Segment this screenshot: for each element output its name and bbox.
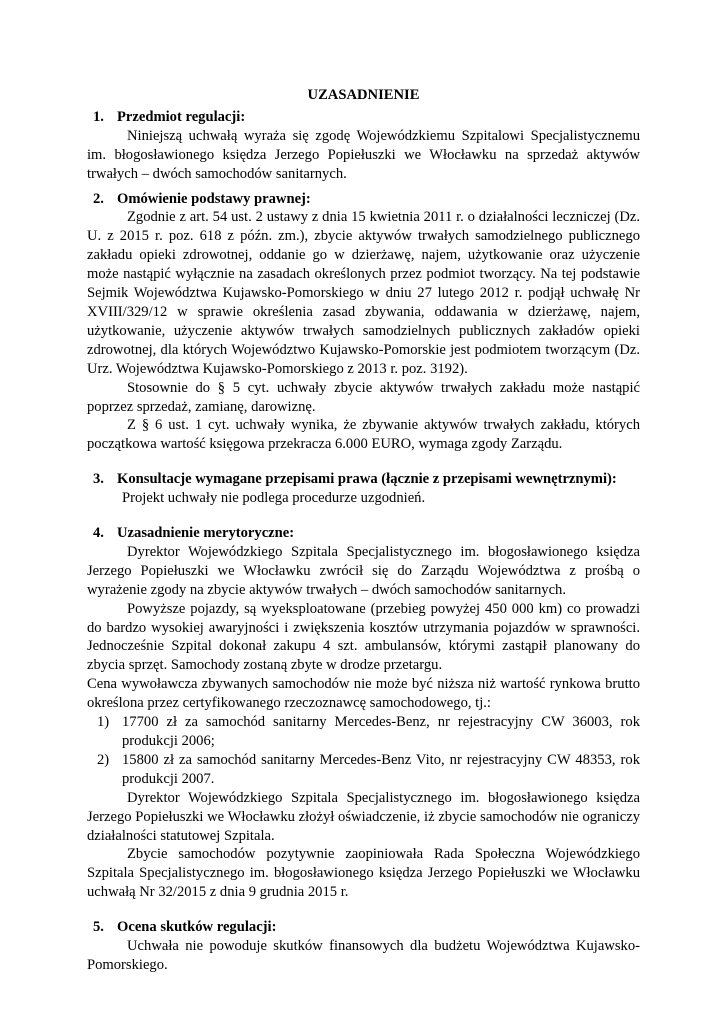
section-title: Przedmiot regulacji: xyxy=(117,108,246,125)
list-number: 1) xyxy=(97,714,110,731)
section-heading-4 xyxy=(87,524,640,543)
list-item-text: 17700 zł za samochód sanitarny Mercedes-Benz, nr rejestracyjny CW 36003, rok produkcji 2006; xyxy=(122,714,640,749)
paragraph: Zgodnie z art. 54 ust. 2 ustawy z dnia 15 kwietnia 2011 r. o działalności leczniczej (Dz. U. z 2015 r. poz. 618 z późn. zm.), zbycie aktywów trwałych samodzielnego publicznego zakładu opieki zdrowotnej, oddanie go w dzierżawę, najem, użytkowanie oraz użyczenie może nastąpić wyłącznie na zasadach określonych przez podmiot tworzący. Na tej podstawie Sejmik Województwa Kujawsko-Pomorskiego w dniu 27 lutego 2012 r. podjął uchwałę Nr XVIII/329/12 w sprawie określenia zasad zbywania, oddawania w dzierżawę, najem, użytkowanie, użyczenie aktywów trwałych samodzielnych publicznych zakładów opieki zdrowotnej, dla których Województwo Kujawsko-Pomorskie jest podmiotem tworzącym (Dz. Urz. Województwa Kujawsko-Pomorskiego z 2013 r. poz. 3192). xyxy=(87,209,640,377)
section-number: 4. xyxy=(93,525,104,542)
document-title: UZASADNIENIE xyxy=(307,87,420,103)
paragraph: Stosownie do § 5 cyt. uchwały zbycie aktywów trwałych zakładu może nastąpić poprzez sprzedaż, zamianę, darowiznę. xyxy=(87,379,640,415)
section-heading-5 xyxy=(87,918,640,937)
section-number: 5. xyxy=(93,919,104,936)
section-number: 1. xyxy=(93,108,104,125)
section-title: Omówienie podstawy prawnej: xyxy=(117,190,311,207)
document-page xyxy=(87,86,640,975)
section-heading-1 xyxy=(87,108,640,127)
section-title: Uzasadnienie merytoryczne: xyxy=(117,525,295,542)
list-number: 2) xyxy=(97,751,110,768)
paragraph: Dyrektor Wojewódzkiego Szpitala Specjalistycznego im. błogosławionego księdza Jerzego Popiełuszki we Włocławku złożył oświadczenie, iż zbycie samochodów nie ograniczy działalności statutowej Szpitala. xyxy=(87,789,640,844)
list-item-text: 15800 zł za samochód sanitarny Mercedes-Benz Vito, nr rejestracyjny CW 48353, rok produkcji 2007. xyxy=(122,751,640,787)
paragraph: Z § 6 ust. 1 cyt. uchwały wynika, że zbywanie aktywów trwałych zakładu, których początkowa wartość księgowa przekracza 6.000 EURO, wymaga zgody Zarządu. xyxy=(87,417,640,453)
list-item xyxy=(87,751,640,789)
paragraph: Zbycie samochodów pozytywnie zaopiniowała Rada Społeczna Wojewódzkiego Szpitala Specjalistycznego im. błogosławionego księdza Jerzego Popiełuszki we Włocławku uchwałą Nr 32/2015 z dnia 9 grudnia 2015 r. xyxy=(87,846,640,901)
price-list xyxy=(87,713,640,789)
section-heading-2 xyxy=(87,190,640,209)
section-title: Konsultacje wymagane przepisami prawa (łącznie z przepisami wewnętrznymi): xyxy=(117,471,617,488)
section-number: 3. xyxy=(93,471,104,488)
section-number: 2. xyxy=(93,190,104,207)
paragraph: Dyrektor Wojewódzkiego Szpitala Specjalistycznego im. błogosławionego księdza Jerzego Popiełuszki we Włocławku zwrócił się do Zarządu Województwa z prośbą o wyrażenie zgody na zbycie aktywów trwałych – dwóch samochodów sanitarnych. xyxy=(87,543,640,598)
section-title: Ocena skutków regulacji: xyxy=(117,919,277,936)
paragraph: Niniejszą uchwałą wyraża się zgodę Wojewódzkiemu Szpitalowi Specjalistycznemu im. błogosławionego księdza Jerzego Popiełuszki we Włocławku na sprzedaż aktywów trwałych – dwóch samochodów sanitarnych. xyxy=(87,127,640,182)
list-item xyxy=(87,713,640,751)
section-heading-3 xyxy=(87,470,640,489)
paragraph: Uchwała nie powoduje skutków finansowych dla budżetu Województwa Kujawsko-Pomorskiego. xyxy=(87,938,640,973)
paragraph: Powyższe pojazdy, są wyeksploatowane (przebieg powyżej 450 000 km) co prowadzi do bardzo wysokiej awaryjności i zwiększenia kosztów utrzymania pojazdów w sprawności. Jednocześnie Szpital dokonał zakupu 4 szt. ambulansów, którymi zastąpił planowany do zbycia sprzęt. Samochody zostaną zbyte w drodze przetargu. xyxy=(87,600,640,674)
paragraph: Projekt uchwały nie podlega procedurze uzgodnień. xyxy=(122,490,426,507)
paragraph: Cena wywoławcza zbywanych samochodów nie może być niższa niż wartość rynkowa brutto określona przez certyfikowanego rzeczoznawcę samochodowego, tj.: xyxy=(87,676,640,712)
